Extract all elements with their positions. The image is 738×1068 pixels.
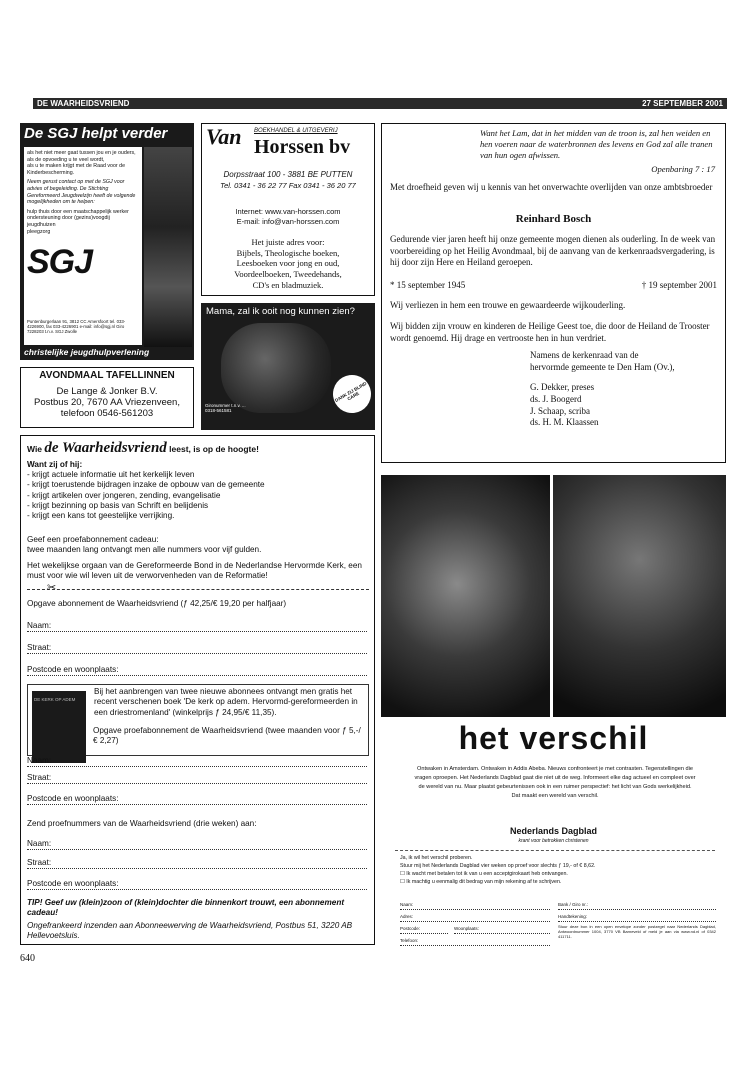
sgj-bullet: als het niet meer gaat tussen jou en je ouders, <box>27 150 136 156</box>
waarheid-post: Ongefrankeerd inzenden aan Abonneewerving de Waarheidsvriend, Postbus 51, 3220 AB Hellevoetsluis. <box>27 921 353 941</box>
sgj-title: De SGJ helpt verder <box>24 125 168 142</box>
van-horssen-ad <box>201 123 375 296</box>
header-left: DE WAARHEIDSVRIEND <box>37 99 130 108</box>
sgj-contact: Neem gerust contact op met de SGJ voor advies of begeleiding. De Stichting Gereformeerd Jeugdwelzijn heeft de volgende mogelijkheden om te helpen: <box>27 179 136 206</box>
obit-name: Reinhard Bosch <box>515 213 592 225</box>
avondmaal-ad <box>20 367 194 428</box>
horssen-internet: Internet: www.van-horssen.com <box>235 207 341 216</box>
horssen-slogan-line: Leesboeken voor jong en oud, <box>236 258 340 269</box>
dagblad-logo-sub: krant voor betrokken christenen <box>518 838 589 844</box>
naam-label: Naam: <box>27 756 52 765</box>
pay-later-option[interactable] <box>400 871 718 879</box>
dagblad-cut-line <box>395 850 715 851</box>
checkbox-icon[interactable]: ☐ <box>400 870 407 877</box>
pay-later-label: Ik wacht met betalen tot ik van u een acceptgirokaart heb ontvangen. <box>406 870 568 877</box>
dagblad-naam-field[interactable] <box>400 902 550 910</box>
waarheid-proef-1: Geef een proefabonnement cadeau: <box>27 535 159 544</box>
dagblad-adres-field[interactable] <box>400 914 550 922</box>
postcode-field-2[interactable] <box>27 794 367 805</box>
mama-photo <box>221 323 331 413</box>
naam-field-2[interactable] <box>27 756 367 767</box>
dagblad-photo-right <box>553 475 726 717</box>
book-cover-title: DE KERK OP ADEM <box>34 697 76 702</box>
horssen-brand-small: Van <box>206 124 242 149</box>
child-photo <box>144 147 192 347</box>
zend-label: Zend proefnummers van de Waarheidsvriend (drie weken) aan: <box>27 819 257 828</box>
straat-label: Straat: <box>27 858 52 867</box>
obit-died: † 19 september 2001 <box>641 280 717 290</box>
waarheid-bullet: - krijgt een kans tot geestelijke verrijking. <box>27 511 175 520</box>
sgj-bullet: pleegzorg <box>27 228 51 235</box>
waarheidsvriend-coupon <box>20 435 375 945</box>
mama-caption: Mama, zal ik ooit nog kunnen zien? <box>206 306 355 317</box>
horssen-slogan-line: Het juiste adres voor: <box>251 237 325 247</box>
waarheid-header <box>27 439 372 458</box>
horssen-phone: Tel. 0341 - 36 22 77 Fax 0341 - 36 20 77 <box>220 181 356 190</box>
horssen-slogan-line: Bijbels, Theologische boeken, <box>236 247 340 258</box>
scissors-icon: ✂ <box>47 582 57 594</box>
sgj-bullet: jeugdhuizen <box>27 222 56 229</box>
sgj-logo: SGJ <box>27 243 93 282</box>
waarheid-tip: TIP! Geef uw (klein)zoon of (klein)dochter die binnenkort trouwt, een abonnement cadeau! <box>27 898 345 918</box>
obit-sign-line: Namens de kerkenraad van de <box>530 350 639 360</box>
dagblad-small-print: Stuur deze bon in een open envelope zonder postzegel naar Nederlands Dagblad, Antwoordnummer 1004, 3770 VB Barneveld of meld je aan via www.nd.nl of 0342 411711. <box>558 924 716 940</box>
dagblad-headline: het verschil <box>458 720 649 756</box>
dagblad-woon-label: Woonplaats: <box>454 926 479 931</box>
avondmaal-line: De Lange & Jonker B.V. <box>56 386 158 397</box>
dagblad-telefoon-field[interactable] <box>400 938 550 946</box>
horssen-top-line: BOEKHANDEL & UITGEVERIJ <box>254 128 338 134</box>
postcode-label: Postcode en woonplaats: <box>27 794 119 803</box>
naam-field[interactable] <box>27 621 367 632</box>
dagblad-photo-left <box>381 475 550 717</box>
book-bonus: Bij het aanbrengen van twee nieuwe abonnees ontvangt men gratis het recent verschenen boek 'De kerk op adem. Hervormd-gereformeerden in een driestromenland' (winkelprijs ƒ 24,95/€ 11,35). <box>94 687 358 717</box>
sgj-bullet: als u te maken krijgt met de Raad voor de Kinderbescherming. <box>27 163 126 176</box>
waarheid-proef-2: twee maanden lang ontvangt men alle nummers voor vijf gulden. <box>27 545 262 554</box>
waarheid-head-pre: Wie <box>27 444 43 454</box>
horssen-slogan <box>202 237 374 290</box>
obit-text1: Gedurende vier jaren heeft hij onze gemeente mogen dienen als ouderling. In de week van voorbereiding op het Heilig Avondmaal, bij de aanvang van de kerkenraadsvergadering, is hij door zijn Here en Heiland geroepen. <box>390 234 716 268</box>
dagblad-postcode-label: Postcode: <box>400 926 421 931</box>
dagblad-adres-label: Adres: <box>400 914 414 919</box>
obit-sign-line: hervormde gemeente te Den Ham (Ov.), <box>530 361 675 372</box>
waarheid-bullet: - krijgt bezinning op basis van Schrift en belijdenis <box>27 500 209 510</box>
obit-signatory: ds. J. Boogerd <box>530 394 582 405</box>
naam-label: Naam: <box>27 839 52 848</box>
straat-label: Straat: <box>27 643 52 652</box>
straat-field-3[interactable] <box>27 858 367 869</box>
dagblad-naam-label: Naam: <box>400 902 414 907</box>
avondmaal-title: AVONDMAAL TAFELLINNEN <box>39 370 175 381</box>
horssen-slogan-line: CD's en bladmuziek. <box>252 279 324 290</box>
sgj-tagline: christelijke jeugdhulpverlening <box>24 347 150 357</box>
dagblad-logo: Nederlands Dagblad <box>509 826 598 836</box>
waarheid-weekly: Het wekelijkse orgaan van de Gereformeerde Bond in de Nederlandse Hervormde Kerk, een must voor wie wil leven uit de verworvenheden van de Reformatie! <box>27 561 362 581</box>
book-cover <box>32 691 86 763</box>
postcode-field[interactable] <box>27 665 367 676</box>
obit-signatory: J. Schaap, scriba <box>530 405 590 416</box>
naam-field-3[interactable] <box>27 839 367 850</box>
obit-signatory: ds. H. M. Klaassen <box>530 417 599 428</box>
naam-label: Naam: <box>27 621 52 630</box>
waarheid-bullets <box>27 470 367 521</box>
sgj-ad <box>20 123 194 360</box>
obit-text2: Wij verliezen in hem een trouwe en gewaardeerde wijkouderling. <box>390 300 626 310</box>
obit-text3: Wij bidden zijn vrouw en kinderen de Heilige Geest toe, die door de Heiland de Trooster wordt genoemd. Hij drage en vertrooste hen in hun verdriet. <box>390 321 710 343</box>
dagblad-form-line: Stuur mij het Nederlands Dagblad vier weken op proef voor slechts ƒ 19,- of € 8,62. <box>400 862 596 869</box>
page-number: 640 <box>20 953 35 964</box>
mama-badge-text: DANK ZIJ BLIND CARE <box>334 380 368 403</box>
avondmaal-line: telefoon 0546-561203 <box>60 408 154 419</box>
direct-debit-label: Ik machtig u eenmalig dit bedrag van mijn rekening af te schrijven. <box>406 878 562 885</box>
waarheid-head-post: leest, is op de hoogte! <box>169 444 259 454</box>
dagblad-form <box>400 855 718 887</box>
obituary-notice <box>381 123 726 463</box>
dagblad-postcode-field[interactable] <box>400 926 448 934</box>
obit-intro: Met droefheid geven wij u kennis van het onverwachte overlijden van onze ambtsbroeder <box>390 182 713 192</box>
waarheid-bullet: - krijgt actuele informatie uit het kerkelijk leven <box>27 470 195 479</box>
header-date: 27 SEPTEMBER 2001 <box>642 99 723 108</box>
mama-footer: Gironummer t.n.v. ... 0318-561581 <box>205 403 246 414</box>
opgave-label: Opgave abonnement de Waarheidsvriend (ƒ 42,25/€ 19,20 per halfjaar) <box>27 599 287 608</box>
dagblad-hand-label: Handtekening: <box>558 914 588 919</box>
sgj-bullet: ondersteuning door (gezins)voogdij <box>27 215 110 222</box>
opgave2-label: Opgave proefabonnement de Waarheidsvriend (twee maanden voor ƒ 5,-/€ 2,27) <box>93 726 361 746</box>
cut-line <box>27 589 369 590</box>
checkbox-icon[interactable]: ☐ <box>400 878 407 885</box>
straat-field-2[interactable] <box>27 773 367 784</box>
straat-field[interactable] <box>27 643 367 654</box>
dagblad-body: Ontwaken in Amsterdam. Ontwaken in Addis Abeba. Nieuws confronteert je met contrasten. Tegenstellingen die vragen oproepen. Het Nederlands Dagblad gaat die niet uit de weg. Informeert elke dag actueel en compleet over de wereld van nu. Maar plaatst gebeurtenissen ook in een ruimer perspectief: het licht van Gods werkelijkheid. Dat maakt een wereld van verschil. <box>414 766 696 799</box>
obit-signatory: G. Dekker, preses <box>530 382 595 393</box>
dagblad-bank-field[interactable] <box>558 902 716 910</box>
horssen-address: Dorpsstraat 100 - 3881 BE PUTTEN <box>223 170 353 179</box>
blind-care-ad <box>201 303 375 430</box>
sgj-text-panel <box>24 147 142 345</box>
postcode-field-3[interactable] <box>27 879 367 890</box>
dagblad-tel-label: Telefoon: <box>400 938 419 943</box>
header-bar <box>33 98 727 109</box>
waarheid-bullet: - krijgt toerustende bijdragen inzake de opbouw van de gemeente <box>27 480 265 490</box>
waarheid-brand: de Waarheidsvriend <box>44 440 167 456</box>
obit-verse-ref: Openbaring 7 : 17 <box>651 164 715 174</box>
horssen-email: E-mail: info@van-horssen.com <box>236 217 340 226</box>
dagblad-handtekening-field[interactable] <box>558 914 716 922</box>
avondmaal-line: Postbus 20, 7670 AA Vriezenveen, <box>34 397 180 408</box>
sgj-bullet: als de opvoeding u te veel wordt, <box>27 156 105 163</box>
waarheid-bullet: - krijgt artikelen over jongeren, zending, evangelisatie <box>27 490 221 500</box>
waarheid-want: Want zij of hij: <box>27 460 83 469</box>
mama-badge <box>326 368 375 420</box>
dagblad-form-line: Ja, ik wil het verschil proberen. <box>400 855 473 861</box>
postcode-label: Postcode en woonplaats: <box>27 665 119 674</box>
obit-sign <box>530 350 720 429</box>
direct-debit-option[interactable] <box>400 879 718 887</box>
horssen-brand-big: Horssen bv <box>254 136 351 158</box>
sgj-address: Puntenburgerlaan 91, 3812 CC Amersfoort tel. 033-4226900, fax 033-4226901 e-mail: info@sgj.nl Giro 7228203 t.n.v. SGJ Zwolle <box>24 319 142 334</box>
dagblad-woonplaats-field[interactable] <box>454 926 550 934</box>
dagblad-bank-label: Bank / Giro nr.: <box>558 902 589 907</box>
sgj-bullet: hulp thuis door een maatschappelijk werker <box>27 208 129 215</box>
straat-label: Straat: <box>27 773 52 782</box>
horssen-slogan-line: Voordeelboeken, Tweedehands, <box>234 268 342 279</box>
obit-born: * 15 september 1945 <box>390 280 466 290</box>
postcode-label: Postcode en woonplaats: <box>27 879 119 888</box>
obit-verse: Want het Lam, dat in het midden van de troon is, zal hen weiden en hen voeren naar de waterbronnen des levens en God zal alle tranen van hun ogen afwissen. <box>480 128 713 161</box>
